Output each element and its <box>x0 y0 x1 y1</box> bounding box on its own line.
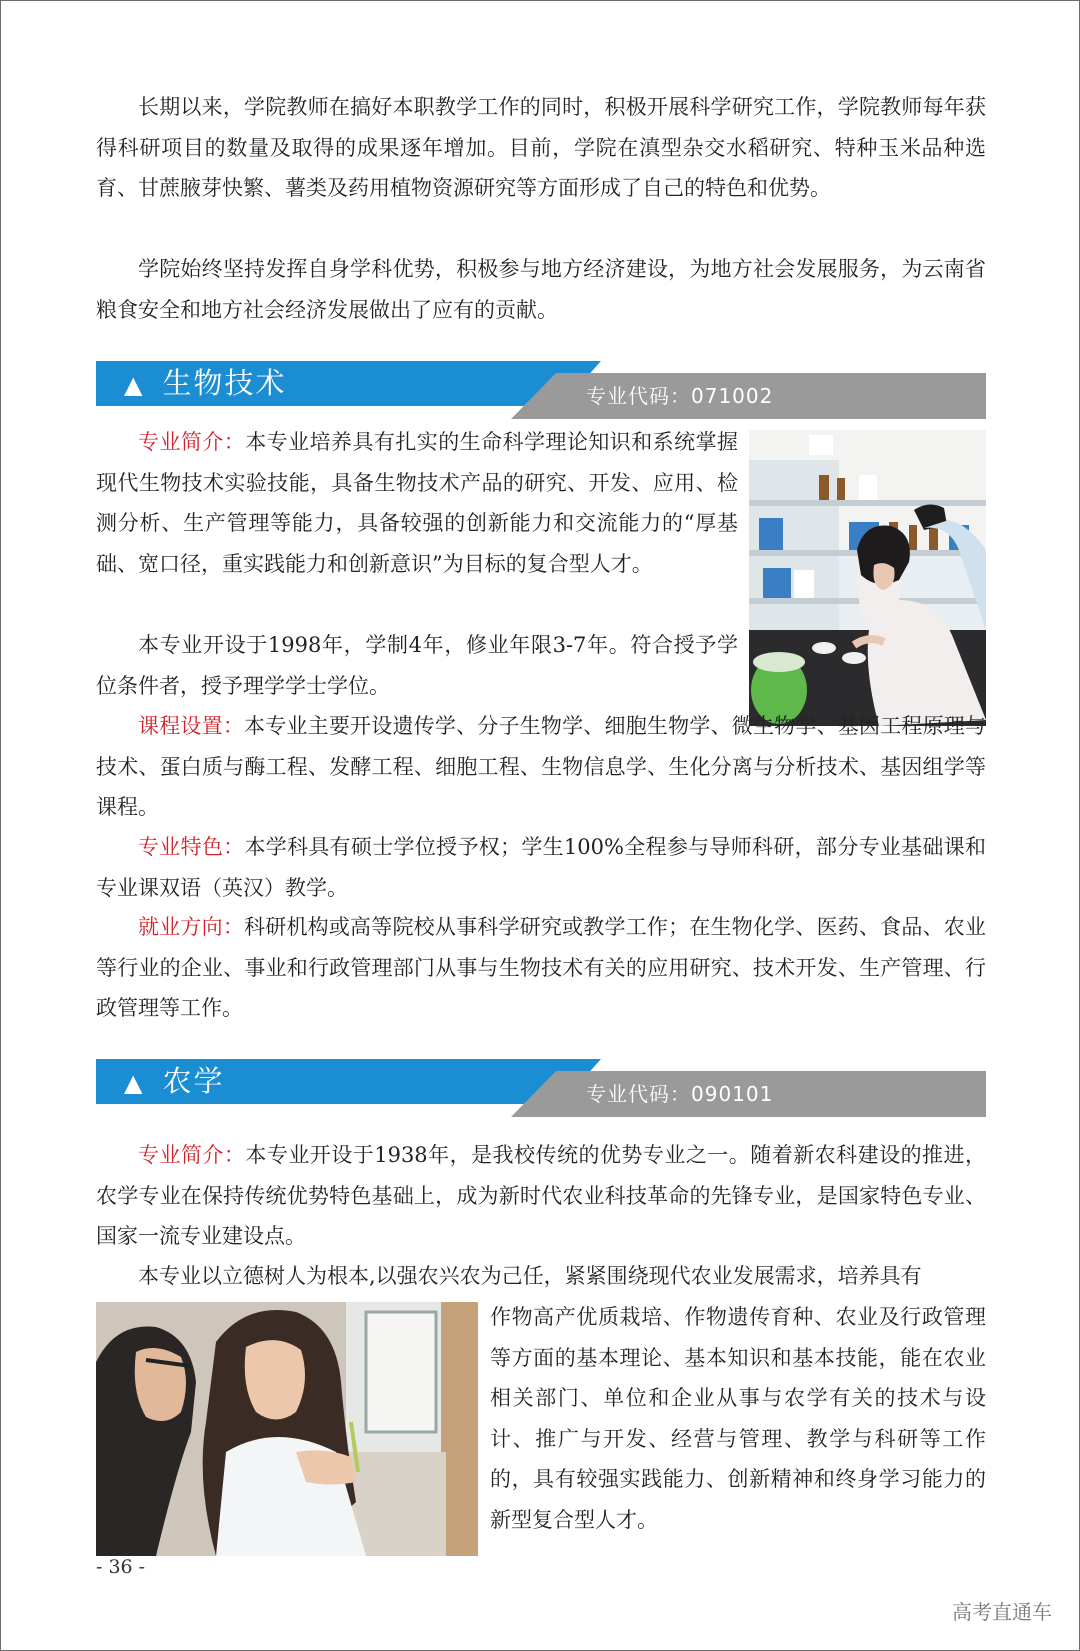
biotech-founded: 本专业开设于1998年，学制4年，修业年限3-7年。符合授予学位条件者，授予理学学士学位。 <box>96 633 738 698</box>
triangle-icon: ▲ <box>124 1069 145 1097</box>
biotech-features <box>96 827 986 908</box>
biotech-features-text: 本学科具有硕士学位授予权；学生100%全程参与导师科研，部分专业基础课和专业课双语（英汉）教学。 <box>96 835 986 900</box>
agronomy-intro <box>96 1135 986 1257</box>
triangle-icon: ▲ <box>124 371 145 399</box>
major-code: 专业代码：090101 <box>586 1082 774 1106</box>
intro-paragraph-2: 学院始终坚持发挥自身学科优势，积极参与地方经济建设，为地方社会发展服务，为云南省粮食安全和地方社会经济发展做出了应有的贡献。 <box>96 257 986 322</box>
teacher-student-photo <box>96 1302 478 1556</box>
biotech-courses-label: 课程设置： <box>138 714 245 738</box>
agronomy-intro-label: 专业简介： <box>138 1143 246 1167</box>
agronomy-intro-text: 本专业开设于1938年，是我校传统的优势专业之一。随着新农科建设的推进，农学专业在保持传统优势特色基础上，成为新时代农业科技革命的先锋专业，是国家特色专业、国家一流专业建设点。 <box>96 1143 986 1248</box>
page-number: - 36 - <box>96 1556 146 1578</box>
biotech-courses <box>96 706 986 828</box>
biotech-intro-text: 本专业培养具有扎实的生命科学理论知识和系统掌握现代生物技术实验技能，具备生物技术产品的研究、开发、应用、检测分析、生产管理等能力，具备较强的创新能力和交流能力的“厚基础、宽口径，重实践能力和创新意识”为目标的复合型人才。 <box>96 430 739 576</box>
biotech-courses-text: 本专业主要开设遗传学、分子生物学、细胞生物学、微生物学、基因工程原理与技术、蛋白质与酶工程、发酵工程、细胞工程、生物信息学、生化分离与分析技术、基因组学等课程。 <box>96 714 987 819</box>
section-title: ▲ 生物技术 <box>124 361 286 406</box>
biotech-career <box>96 907 986 1029</box>
section-banner-agronomy <box>96 1059 986 1117</box>
section-title: ▲ 农学 <box>124 1059 224 1104</box>
lab-photo <box>749 430 986 726</box>
biotech-career-label: 就业方向： <box>138 915 245 939</box>
section-banner-biotech <box>96 361 986 419</box>
watermark: 高考直通车 <box>952 1600 1052 1624</box>
biotech-intro-label: 专业简介： <box>138 430 246 454</box>
major-code: 专业代码：071002 <box>586 384 774 408</box>
agronomy-paragraph-2-rest: 作物高产优质栽培、作物遗传育种、农业及行政管理等方面的基本理论、基本知识和基本技能，能在农业相关部门、单位和企业从事与农学有关的技术与设计、推广与开发、经营与管理、教学与科研等工作的，具有较强实践能力、创新精神和终身学习能力的新型复合型人才。 <box>490 1305 986 1532</box>
agronomy-paragraph-2-line1: 本专业以立德树人为根本,以强农兴农为己任，紧紧围绕现代农业发展需求，培养具有 <box>138 1264 922 1288</box>
biotech-career-text: 科研机构或高等院校从事科学研究或教学工作；在生物化学、医药、食品、农业等行业的企业、事业和行政管理部门从事与生物技术有关的应用研究、技术开发、生产管理、行政管理等工作。 <box>96 915 987 1020</box>
intro-paragraph-1: 长期以来，学院教师在搞好本职教学工作的同时，积极开展科学研究工作，学院教师每年获得科研项目的数量及取得的成果逐年增加。目前，学院在滇型杂交水稻研究、特种玉米品种选育、甘蔗腋芽快繁、薯类及药用植物资源研究等方面形成了自己的特色和优势。 <box>96 95 986 200</box>
biotech-intro <box>96 422 738 584</box>
biotech-features-label: 专业特色： <box>138 835 245 859</box>
